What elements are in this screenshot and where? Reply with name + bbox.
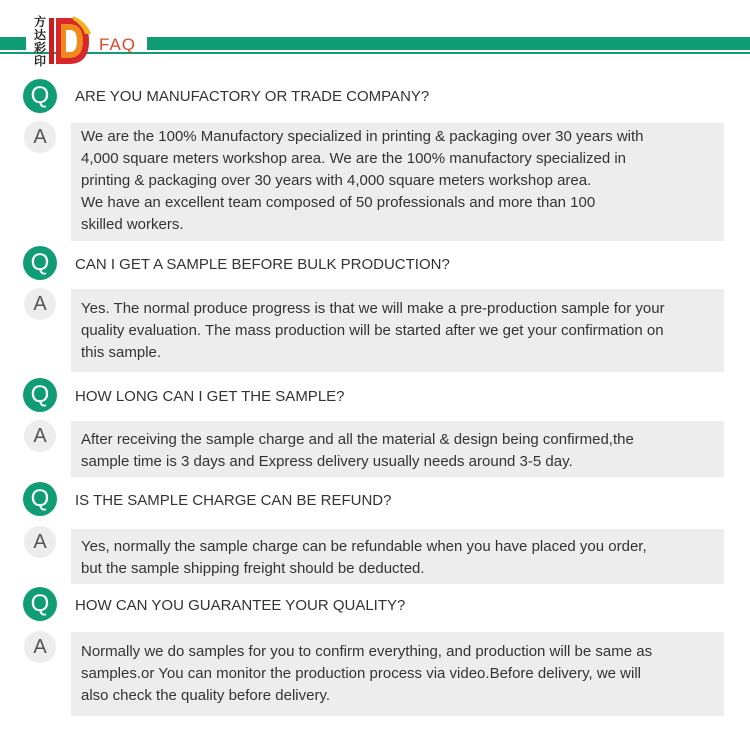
answer-line: quality evaluation. The mass production will be started after we get your confirmation on — [81, 322, 664, 339]
question-badge: Q — [23, 587, 57, 621]
question-badge: Q — [23, 378, 57, 412]
question-badge: Q — [23, 246, 57, 280]
answer-line: Normally we do samples for you to confirm everything, and production will be same as — [81, 643, 653, 660]
answer-line: 4,000 square meters workshop area. We are the 100% manufactory specialized in — [81, 150, 627, 167]
faq-title: FAQ — [99, 35, 137, 54]
answer-box — [71, 632, 724, 716]
answer-line: also check the quality before delivery. — [81, 687, 331, 704]
question-text: ARE YOU MANUFACTORY OR TRADE COMPANY? — [75, 88, 430, 105]
question-text: HOW LONG CAN I GET THE SAMPLE? — [75, 388, 345, 405]
answer-line: Yes, normally the sample charge can be refundable when you have placed you order, — [81, 538, 647, 555]
answer-badge: A — [24, 420, 56, 452]
answer-box — [71, 529, 724, 584]
answer-line: skilled workers. — [81, 216, 184, 233]
answer-line: sample time is 3 days and Express delivery usually needs around 3-5 day. — [81, 453, 573, 470]
answer-box — [71, 123, 724, 241]
answer-badge: A — [24, 631, 56, 663]
answer-badge: A — [24, 288, 56, 320]
question-text: HOW CAN YOU GUARANTEE YOUR QUALITY? — [75, 597, 406, 614]
logo-text: 方达彩印 — [33, 15, 46, 68]
question-text: CAN I GET A SAMPLE BEFORE BULK PRODUCTION? — [75, 256, 450, 273]
answer-line: but the sample shipping freight should be deducted. — [81, 560, 425, 577]
logo-mark-icon — [47, 14, 95, 68]
answer-line: After receiving the sample charge and all the material & design being confirmed,the — [81, 431, 634, 448]
company-logo — [32, 14, 94, 70]
answer-badge: A — [24, 526, 56, 558]
header-bar-right — [147, 37, 750, 50]
question-badge: Q — [23, 79, 57, 113]
header-bar-left — [0, 37, 26, 50]
answer-line: We have an excellent team composed of 50 professionals and more than 100 — [81, 194, 596, 211]
answer-line: printing & packaging over 30 years with 4,000 square meters workshop area. — [81, 172, 592, 189]
question-text: IS THE SAMPLE CHARGE CAN BE REFUND? — [75, 492, 392, 509]
answer-line: We are the 100% Manufactory specialized in printing & packaging over 30 years with — [81, 128, 644, 145]
question-badge: Q — [23, 482, 57, 516]
answer-box — [71, 421, 724, 477]
answer-badge: A — [24, 121, 56, 153]
answer-line: Yes. The normal produce progress is that we will make a pre-production sample for your — [81, 300, 665, 317]
answer-line: this sample. — [81, 344, 162, 361]
answer-box — [71, 289, 724, 372]
answer-line: samples.or You can monitor the production process via video.Before delivery, we will — [81, 665, 642, 682]
